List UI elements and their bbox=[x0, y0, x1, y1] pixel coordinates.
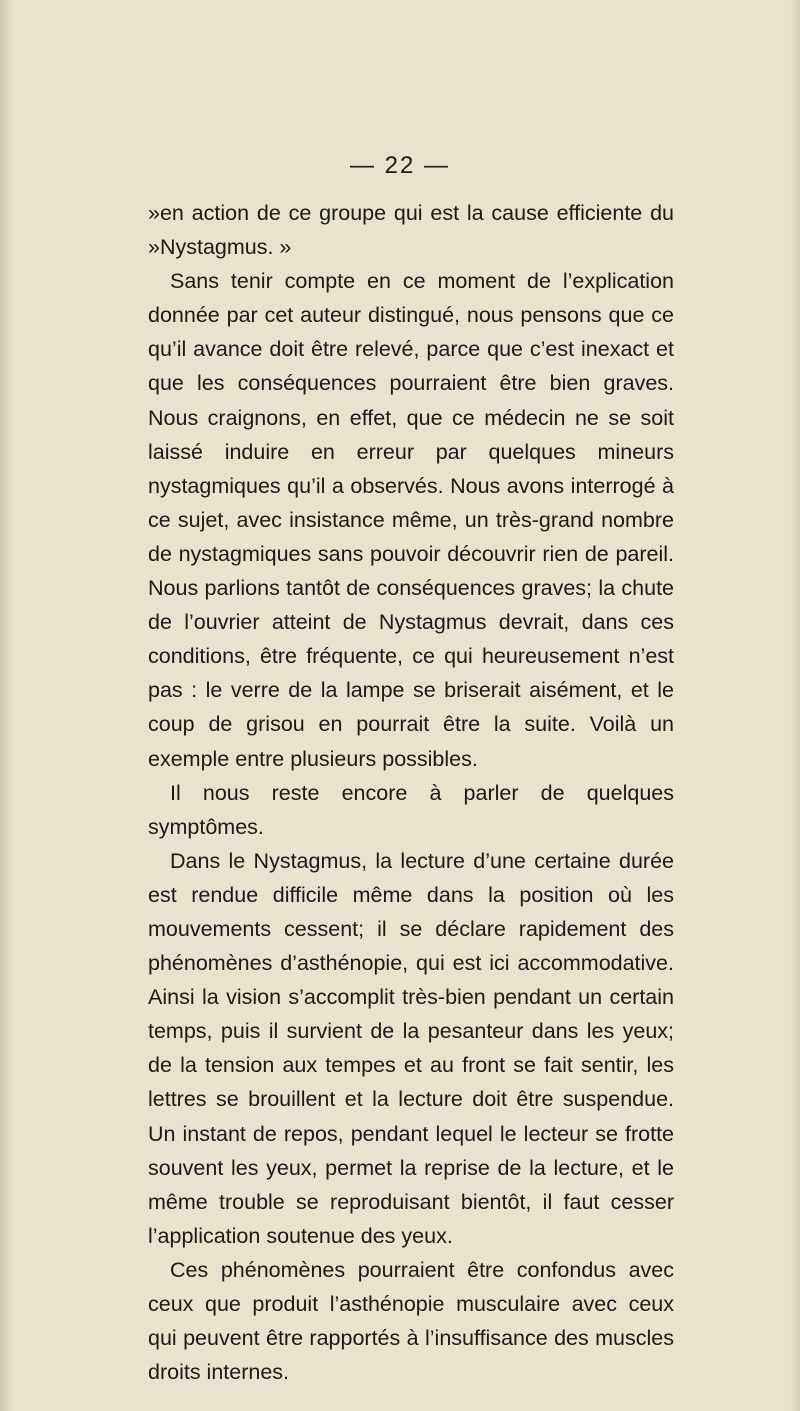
paragraph: Il nous reste encore à parler de quelques symptômes. bbox=[148, 780, 674, 839]
paragraph: Dans le Nystagmus, la lecture d’une certaine durée est rendue difficile même dans la position où les mouvements cessent; il se déclare rapidement des phénomènes d’asthénopie, qui est ici accommodative. Ainsi la vision s’accomplit très-bien pendant un certain temps, puis il survient de la pesanteur dans les yeux; de la tension aux tempes et au front se fait sentir, les lettres se brouillent et la lecture doit être suspendue. Un instant de repos, pendant lequel le lecteur se frotte souvent les yeux, permet la reprise de la lecture, et le même trouble se reproduisant bientôt, il faut cesser l’application soutenue des yeux. bbox=[148, 848, 674, 1248]
page-left-edge bbox=[0, 0, 14, 1411]
paragraph: Sans tenir compte en ce moment de l’explication donnée par cet auteur distingué, nous pensons que ce qu’il avance doit être relevé, parce que c’est inexact et que les conséquences pourraient être bien graves. Nous craignons, en effet, que ce médecin ne se soit laissé induire en erreur par quelques mineurs nystagmiques qu’il a observés. Nous avons interrogé à ce sujet, avec insistance même, un très-grand nombre de nystagmiques sans pouvoir découvrir rien de pareil. Nous parlions tantôt de conséquences graves; la chute de l’ouvrier atteint de Nystagmus devrait, dans ces conditions, être fréquente, ce qui heureusement n’est pas : le verre de la lampe se briserait aisément, et le coup de grisou en pourrait être la suite. Voilà un exemple entre plusieurs possibles. bbox=[148, 269, 674, 771]
page-number: — 22 — bbox=[349, 152, 451, 179]
body-text bbox=[148, 196, 674, 1389]
paragraph-continuation: »en action de ce groupe qui est la cause efficiente du »Nystagmus. » bbox=[148, 201, 674, 260]
paragraph: Ces phénomènes pourraient être confondus avec ceux que produit l’asthénopie musculaire avec ceux qui peuvent être rapportés à l’insuffisance des muscles droits internes. bbox=[148, 1257, 674, 1385]
page-right-edge bbox=[790, 0, 800, 1411]
